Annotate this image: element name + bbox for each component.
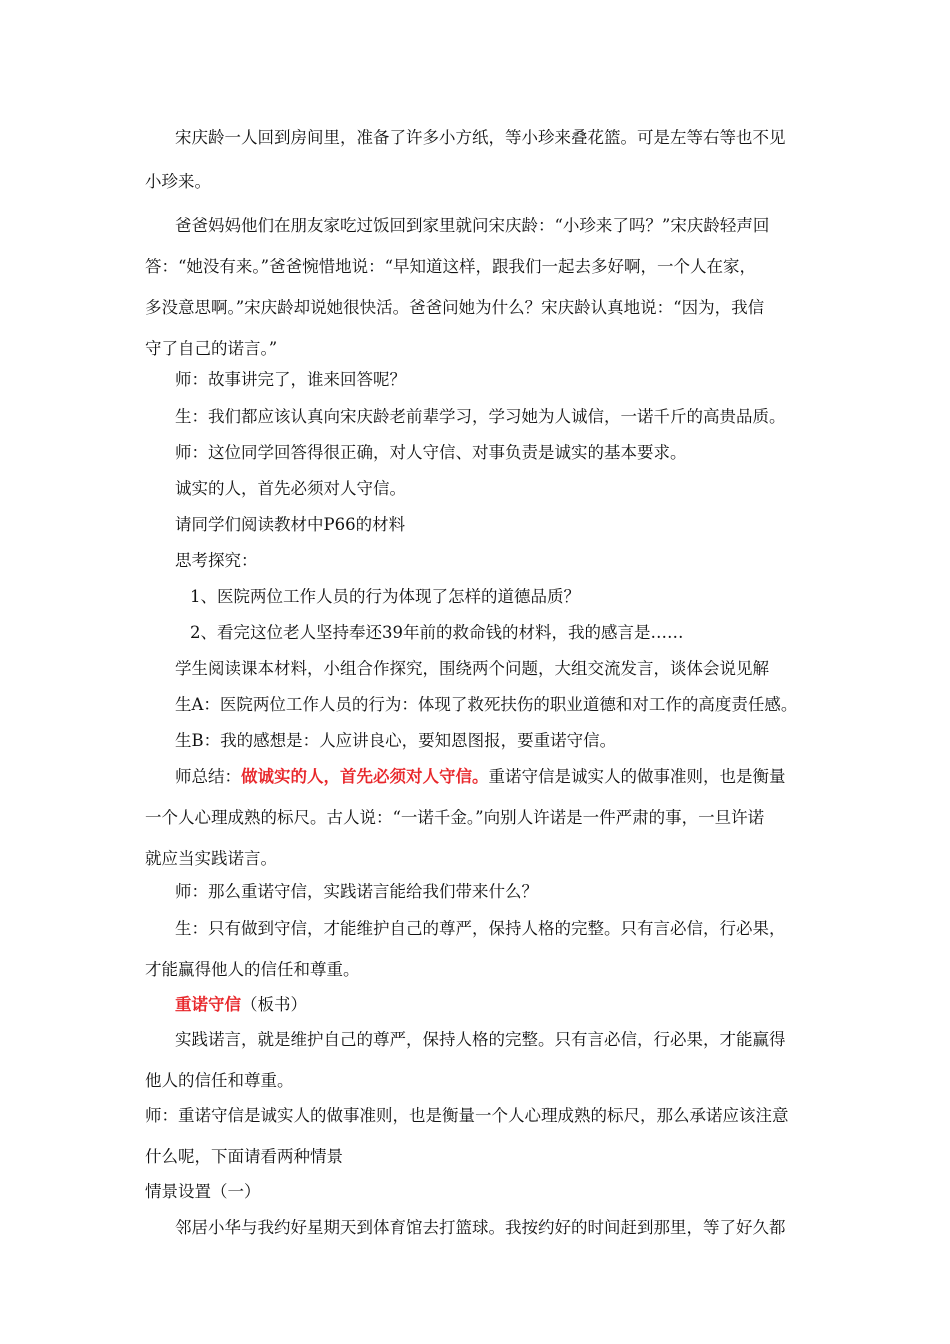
- text-line: [145, 806, 764, 830]
- line-text: 什么呢，下面请看两种情景: [145, 1147, 343, 1166]
- text-line: [175, 477, 406, 501]
- line-text: 诚实的人，首先必须对人守信。: [175, 479, 406, 498]
- text-line: [175, 917, 786, 941]
- highlight-text: 做诚实的人，首先必须对人守信。: [241, 767, 489, 786]
- text-line: [175, 441, 687, 465]
- text-line: [175, 405, 786, 429]
- line-text: 小珍来。: [145, 172, 211, 191]
- text-line: [175, 693, 797, 717]
- line-text: 才能赢得他人的信任和尊重。: [145, 960, 360, 979]
- line-text: 师：重诺守信是诚实人的做事准则，也是衡量一个人心理成熟的标尺，那么承诺应该注意: [145, 1106, 789, 1125]
- text-line: [190, 621, 684, 645]
- text-line: [175, 993, 307, 1017]
- line-text: 师：故事讲完了，谁来回答呢？: [175, 370, 406, 389]
- line-text: 多没意思啊。”宋庆龄却说她很快活。爸爸问她为什么？宋庆龄认真地说：“因为，我信: [145, 298, 765, 317]
- line-text: （板书）: [241, 995, 307, 1014]
- text-line: [175, 880, 538, 904]
- line-text: 情景设置（一）: [145, 1182, 261, 1201]
- line-text: 生：我们都应该认真向宋庆龄老前辈学习，学习她为人诚信，一诺千斤的高贵品质。: [175, 407, 786, 426]
- text-line: [175, 1216, 786, 1240]
- line-text: 1、医院两位工作人员的行为体现了怎样的道德品质？: [190, 587, 580, 606]
- line-prefix: 师总结：: [175, 767, 241, 786]
- line-text: 师：这位同学回答得很正确，对人守信、对事负责是诚实的基本要求。: [175, 443, 687, 462]
- text-line: [175, 729, 616, 753]
- text-line: [145, 1145, 343, 1169]
- text-line: [145, 1069, 294, 1093]
- line-text: 答：“她没有来。”爸爸惋惜地说：“早知道这样，跟我们一起去多好啊，一个人在家，: [145, 257, 757, 276]
- text-line: [175, 765, 786, 789]
- text-line: [145, 958, 360, 982]
- line-text: 爸爸妈妈他们在朋友家吃过饭回到家里就问宋庆龄：“小珍来了吗？”宋庆龄轻声回: [175, 216, 770, 235]
- line-text: 邻居小华与我约好星期天到体育馆去打篮球。我按约好的时间赶到那里，等了好久都: [175, 1218, 786, 1237]
- text-line: [145, 255, 756, 279]
- text-line: [145, 337, 277, 361]
- text-line: [175, 214, 769, 238]
- text-line: [175, 126, 786, 150]
- line-text: 2、看完这位老人坚持奉还39年前的救命钱的材料，我的感言是……: [190, 623, 684, 642]
- text-line: [145, 1104, 789, 1128]
- text-line: [145, 296, 764, 320]
- text-line: [175, 513, 405, 537]
- line-text: 守了自己的诺言。”: [145, 339, 278, 358]
- line-text: 学生阅读课本材料，小组合作探究，围绕两个问题，大组交流发言，谈体会说见解: [175, 659, 769, 678]
- line-text: 重诺守信是诚实人的做事准则，也是衡量: [488, 767, 786, 786]
- line-text: 师：那么重诺守信，实践诺言能给我们带来什么？: [175, 882, 538, 901]
- line-text: 思考探究：: [175, 551, 258, 570]
- line-text: 请同学们阅读教材中P66的材料: [175, 515, 406, 534]
- line-text: 生A：医院两位工作人员的行为：体现了救死扶伤的职业道德和对工作的高度责任感。: [175, 695, 798, 714]
- text-line: [175, 368, 406, 392]
- text-line: [145, 847, 277, 871]
- line-text: 宋庆龄一人回到房间里，准备了许多小方纸，等小珍来叠花篮。可是左等右等也不见: [175, 128, 786, 147]
- text-line: [175, 657, 769, 681]
- text-line: [175, 1028, 786, 1052]
- line-text: 就应当实践诺言。: [145, 849, 277, 868]
- line-text: 生：只有做到守信，才能维护自己的尊严，保持人格的完整。只有言必信，行必果，: [175, 919, 786, 938]
- line-text: 实践诺言，就是维护自己的尊严，保持人格的完整。只有言必信，行必果，才能赢得: [175, 1030, 786, 1049]
- line-text: 一个人心理成熟的标尺。古人说：“一诺千金。”向别人许诺是一件严肃的事，一旦许诺: [145, 808, 765, 827]
- text-line: [145, 170, 211, 194]
- line-text: 他人的信任和尊重。: [145, 1071, 294, 1090]
- text-line: [145, 1180, 261, 1204]
- text-line: [175, 549, 258, 573]
- text-line: [190, 585, 580, 609]
- highlight-text: 重诺守信: [175, 995, 241, 1014]
- line-text: 生B：我的感想是：人应讲良心，要知恩图报，要重诺守信。: [175, 731, 617, 750]
